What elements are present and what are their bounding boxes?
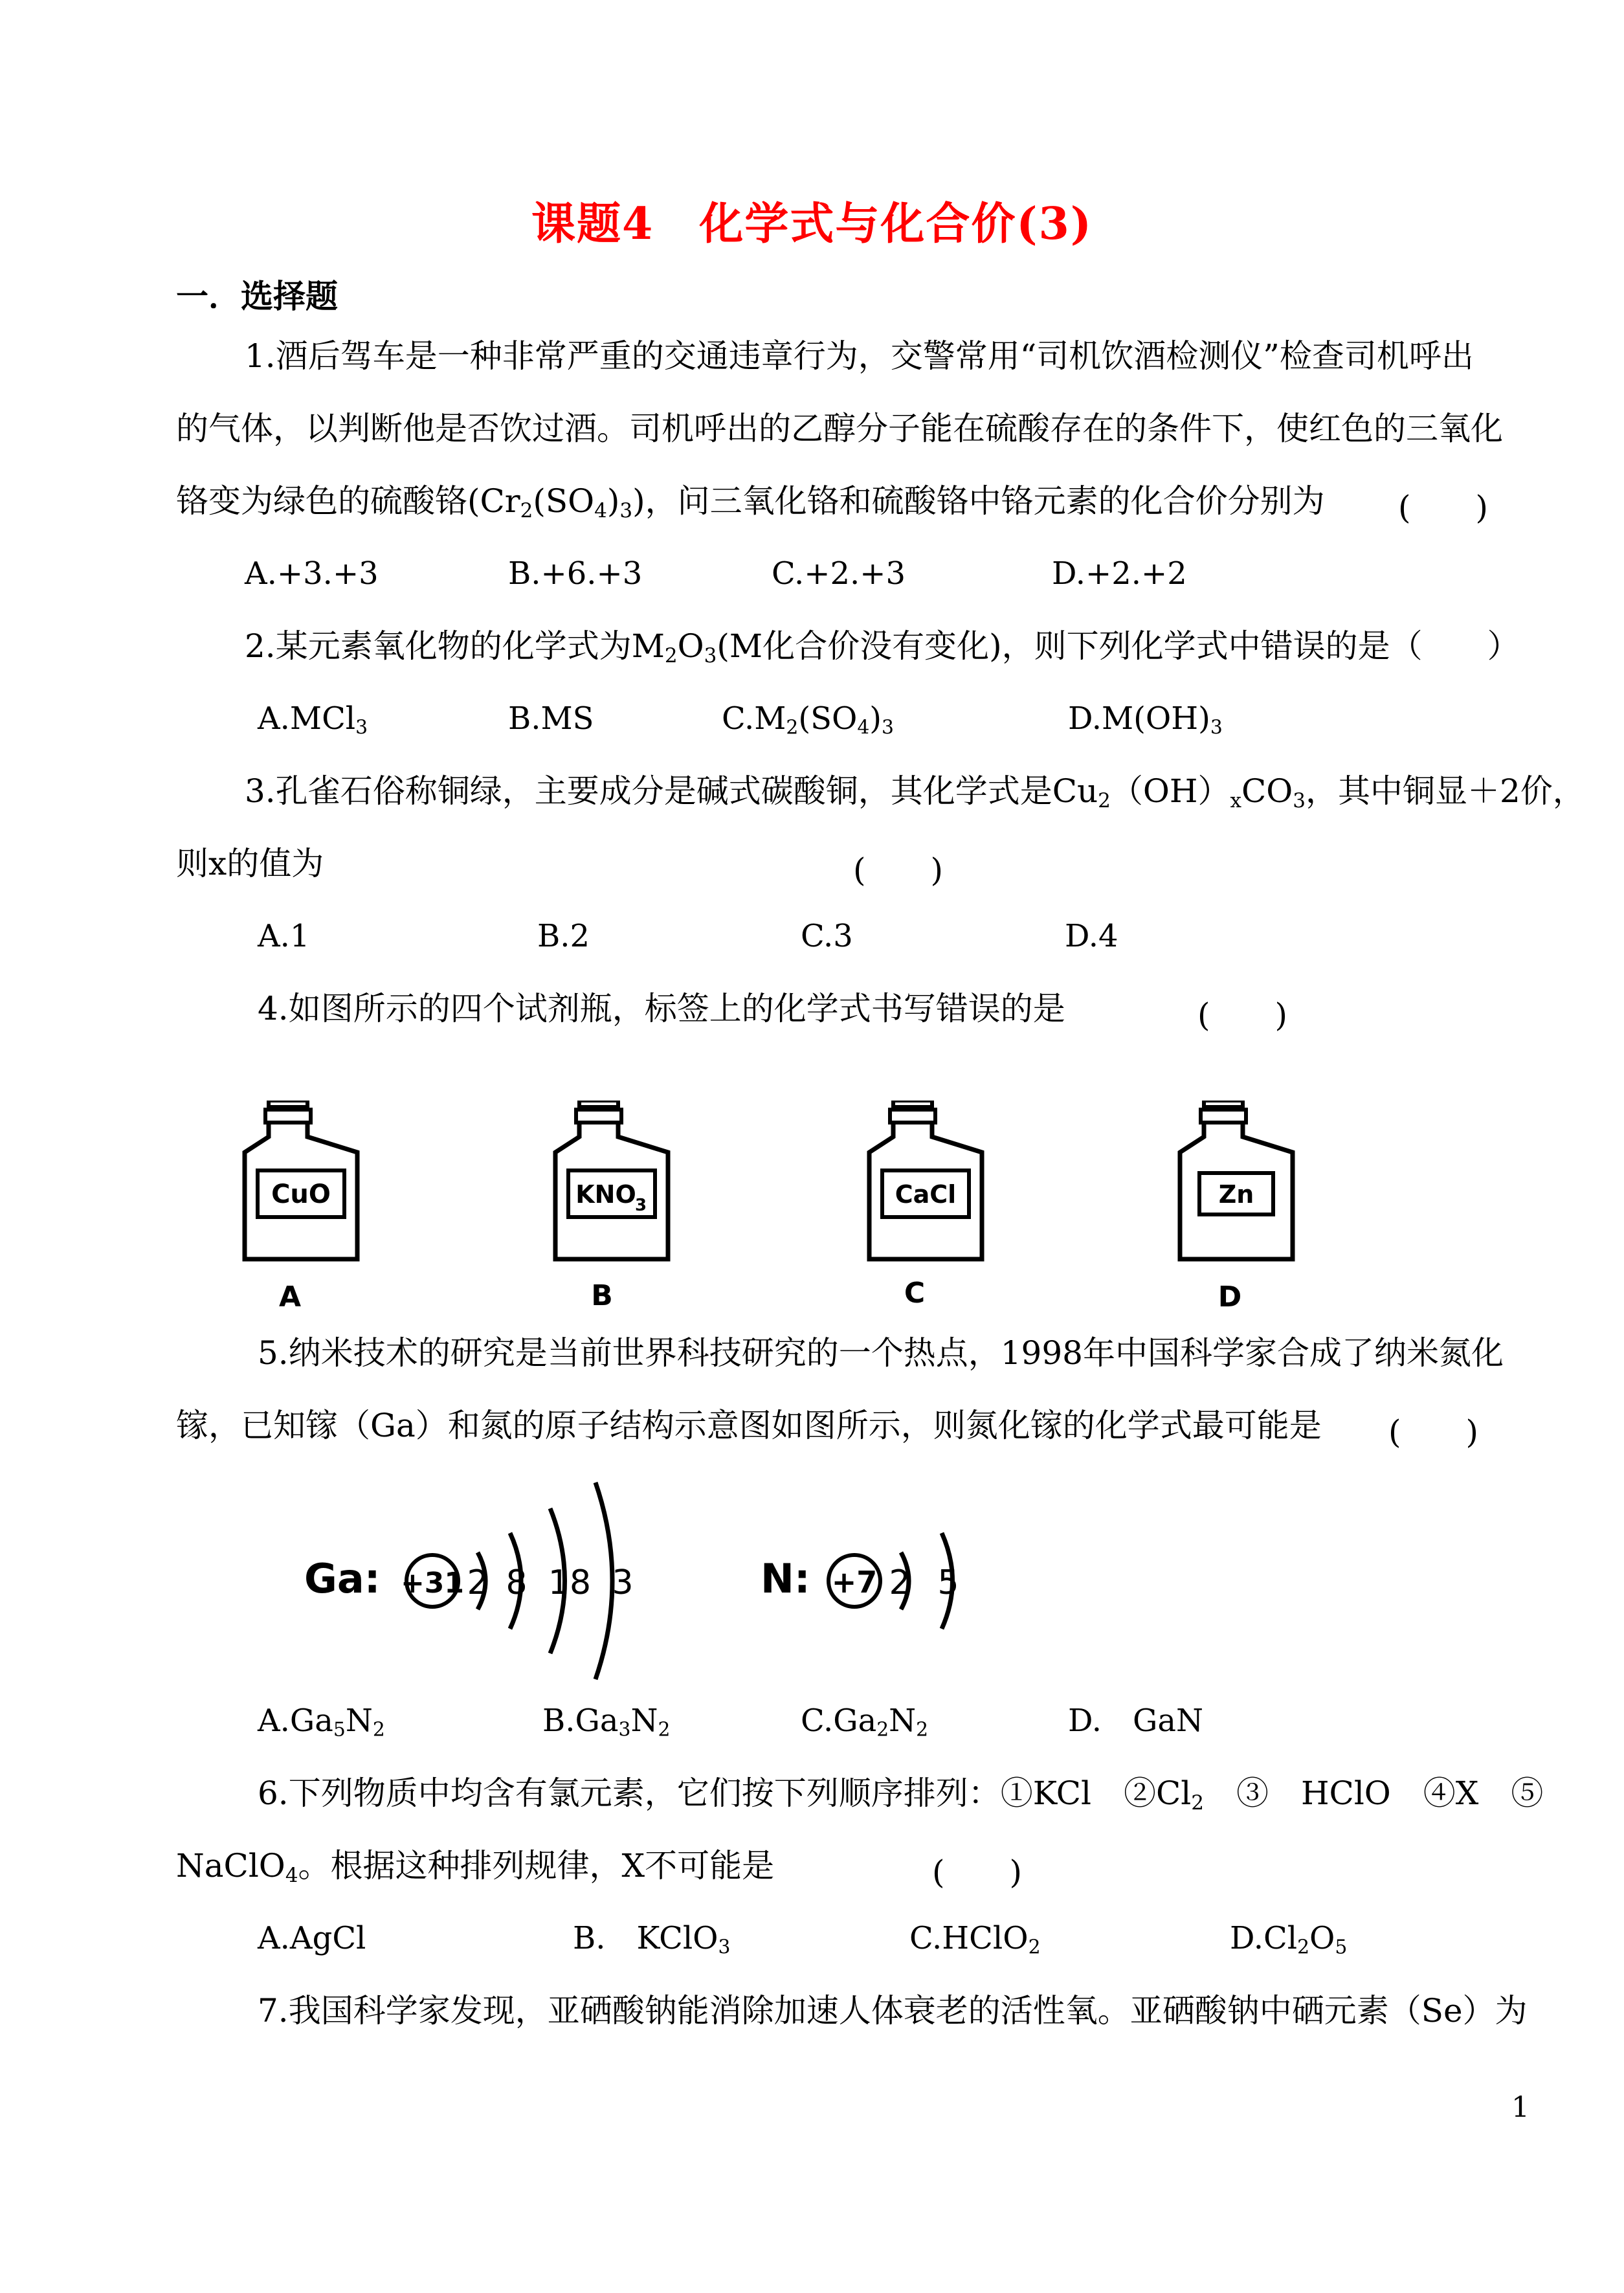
q1-option-c: C.+2.+3 [772,555,906,592]
ga-shell-3: 18 [548,1563,592,1602]
q3-line-2: 则x的值为 [176,845,324,882]
n-atom-diagram [761,1533,959,1629]
ga-nucleus-charge: +31 [400,1567,465,1600]
ga-shell-1: 2 [467,1563,489,1602]
n-shell-2: 5 [937,1563,959,1602]
q6-option-b: B. KClO$_3$ [573,1920,731,1959]
q6-line-1: 6.下列物质中均含有氯元素，它们按下列顺序排列：①KCl $②Cl_2$ ③ HClO ④X ⑤ [258,1774,1544,1815]
q1-option-d: D.+2.+2 [1052,555,1187,592]
q3-option-d: D.4 [1065,918,1118,954]
q6-option-c: C.HClO$_2$ [909,1920,1041,1959]
atomic-structure-figure [304,1476,1081,1683]
q5-option-c: $C.Ga_2N_2$ [801,1703,929,1741]
bottle-d [1180,1101,1293,1259]
q3-answer-blank: ( ) [853,851,944,889]
reagent-bottles-figure [220,1101,1320,1314]
ga-shell-4: 3 [612,1563,634,1602]
q5-option-b: $B.Ga_3N_2$ [542,1703,671,1741]
q6-option-a: A.AgCl [258,1920,366,1956]
q5-option-a: $A.Ga_5N_2$ [258,1703,385,1741]
bottle-a-letter: A [278,1281,302,1314]
bottle-c-label: CaCl [895,1180,957,1209]
q3-line-1: 3.孔雀石俗称铜绿，主要成分是碱式碳酸铜，其化学式是$Cu_2(OH)_xCO_3$，其中铜显＋2价， [245,772,1585,812]
q1-line-2: 的气体，以判断他是否饮过酒。司机呼出的乙醇分子能在硫酸存在的条件下，使红色的三氧化 [176,410,1503,447]
q1-answer-blank: ( ) [1398,489,1489,526]
bottle-b-letter: B [591,1279,613,1312]
q2-option-a: A.MCl$_3$ [258,700,368,739]
q3-option-a: A.1 [258,918,310,954]
bottle-c-letter: C [904,1277,926,1310]
q1-line-1: 1.酒后驾车是一种非常严重的交通违章行为，交警常用“司机饮酒检测仪”检查司机呼出 [245,337,1474,375]
bottle-b [555,1101,668,1259]
q7-line-1: 7.我国科学家发现，亚硒酸钠能消除加速人体衰老的活性氧。亚硒酸钠中硒元素（Se）为 [258,1992,1528,2030]
q1-option-a: A.+3.+3 [245,555,379,592]
bottle-c [869,1101,982,1259]
q4-line: 4.如图所示的四个试剂瓶，标签上的化学式书写错误的是 [258,990,1065,1027]
ga-symbol: Ga: [304,1555,381,1602]
q5-line-1: 5.纳米技术的研究是当前世界科技研究的一个热点，1998年中国科学家合成了纳米氮化 [258,1334,1504,1372]
q2-option-c: $C.M_2(SO_4)_3$ [722,700,894,739]
q3-option-b: B.2 [537,918,590,954]
q5-option-d: D. GaN [1068,1703,1203,1739]
q1-option-b: B.+6.+3 [508,555,643,592]
n-symbol: N: [761,1555,810,1602]
bottle-b-label-sub: 3 [634,1196,647,1215]
page-number: 1 [1511,2091,1529,2124]
q5-answer-blank: ( ) [1388,1413,1479,1451]
bottle-d-label: Zn [1218,1180,1254,1209]
section-heading: 一．选择题 [176,277,338,315]
n-nucleus-charge: +7 [831,1565,878,1600]
q6-option-d: $D.Cl_2O_5$ [1230,1920,1348,1959]
ga-shell-2: 8 [506,1563,528,1602]
n-shell-1: 2 [889,1563,911,1602]
q2-line: 2.某元素氧化物的化学式为$M_2O_3(M$化合价没有变化)，则下列化学式中错误的是（ ） [245,627,1520,667]
page-title: 课题4 化学式与化合价(3) [531,198,1093,250]
bottle-b-label: KNO [575,1180,636,1209]
q5-line-2: 镓，已知镓（Ga）和氮的原子结构示意图如图所示，则氮化镓的化学式最可能是 [176,1407,1322,1444]
q6-answer-blank: ( ) [932,1853,1023,1891]
q3-option-c: C.3 [801,918,853,954]
q2-option-b: B.MS [508,700,594,737]
bottle-d-letter: D [1218,1281,1242,1314]
q4-answer-blank: ( ) [1197,996,1288,1034]
q2-option-d: $D.M(OH)_3$ [1068,700,1223,739]
q1-line-3: 铬变为绿色的硫酸铬$(Cr_2(SO_4)_3)$，问三氧化铬和硫酸铬中铬元素的化合价分别为 [176,482,1325,522]
ga-atom-diagram [304,1482,634,1679]
q6-line-2: NaClO$_4$。根据这种排列规律，X不可能是 [176,1847,775,1887]
bottle-a-label: CuO [271,1180,331,1209]
bottle-a [245,1101,357,1259]
